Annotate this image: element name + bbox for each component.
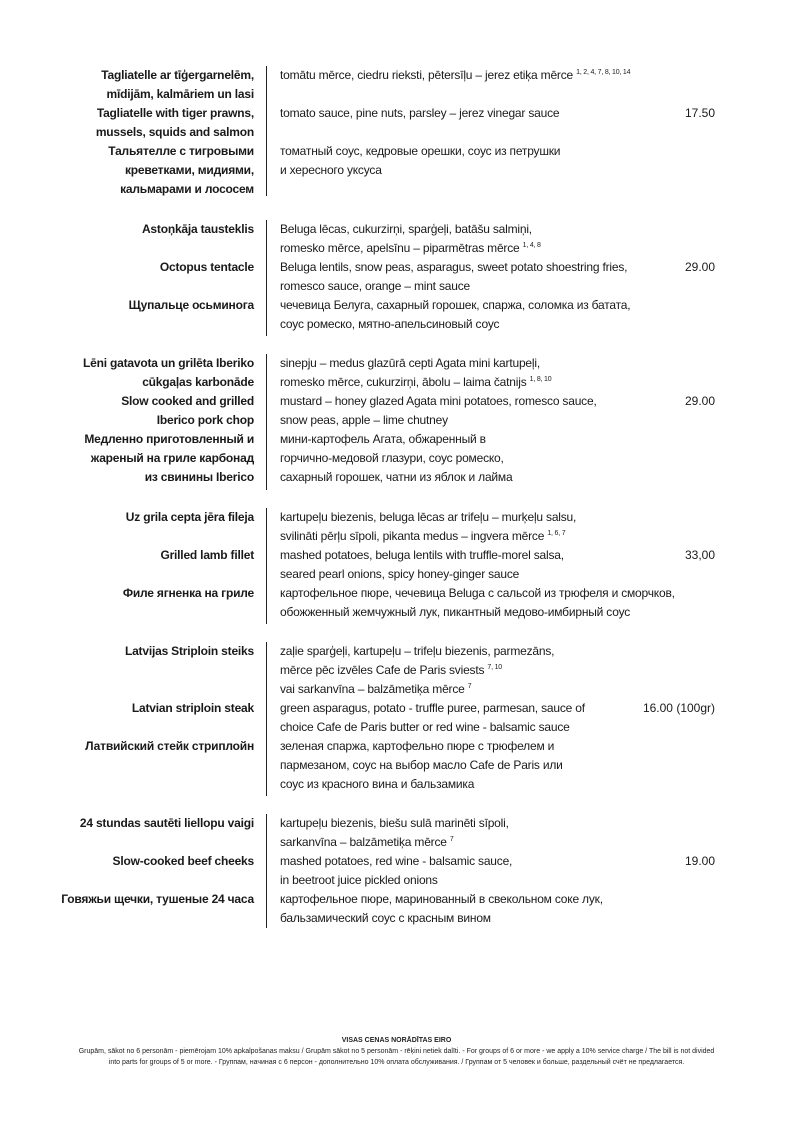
dish-description-line <box>280 871 438 890</box>
dish-name: Филе ягненка на гриле <box>122 586 254 600</box>
description-text: mērce pēc izvēles Cafe de Paris sviests <box>280 663 485 677</box>
dish-name: Grilled lamb fillet <box>160 548 254 562</box>
allergen-codes: 1, 4, 8 <box>522 242 541 249</box>
dish-name: из свинины Iberico <box>144 470 254 484</box>
description-text: romesko mērce, cukurzirņi, ābolu – laima čatnijs <box>280 375 527 389</box>
description-text: kartupeļu biezenis, biešu sulā marinēti sīpoli, <box>280 816 509 830</box>
description-text: горчично-медовой глазури, соус ромеско, <box>280 451 504 465</box>
dish-name: кальмарами и лососем <box>120 182 254 196</box>
description-text: томатный соус, кедровые орешки, соус из петрушки <box>280 144 561 158</box>
dish-price: 16.00 (100gr) <box>642 701 715 715</box>
allergen-codes: 7 <box>449 836 454 843</box>
dish-description-line <box>280 430 486 449</box>
dish-name: cūkgaļas karbonāde <box>142 375 254 389</box>
dish-name: Octopus tentacle <box>159 260 254 274</box>
currency-note: VISAS CENAS NORĀDĪTAS EIRO <box>341 1037 452 1044</box>
dish-description-line <box>280 852 512 871</box>
description-text: zaļie sparģeļi, kartupeļu – trifeļu biezenis, parmezāns, <box>280 644 555 658</box>
description-text: green asparagus, potato - truffle puree, parmesan, sauce of <box>280 701 585 715</box>
dish-name: Медленно приготовленный и <box>84 432 254 446</box>
dish-name: 24 stundas sautēti liellopu vaigi <box>79 816 254 830</box>
description-text: картофельное пюре, маринованный в свекольном соке лук, <box>280 892 603 906</box>
column-divider <box>266 508 267 624</box>
description-text: картофельное пюре, чечевица Beluga с сальсой из трюфеля и сморчков, <box>280 586 675 600</box>
dish-name: Slow-cooked beef cheeks <box>112 854 254 868</box>
column-divider <box>266 354 267 490</box>
description-text: соус ромеско, мятно-апельсиновый соус <box>280 317 500 331</box>
dish-name: Tagliatelle with tiger prawns, <box>96 106 254 120</box>
description-text: sarkanvīna – balzāmetiķa mērce <box>280 835 447 849</box>
dish-name: mussels, squids and salmon <box>95 125 254 139</box>
column-divider <box>266 66 267 196</box>
dish-description-line <box>280 546 564 565</box>
dish-name: Astoņkāja tausteklis <box>141 222 254 236</box>
column-divider <box>266 642 267 796</box>
dish-description-line <box>280 277 470 296</box>
dish-name: mīdijām, kalmāriem un lasi <box>106 87 254 101</box>
dish-name: Slow cooked and grilled <box>121 394 254 408</box>
dish-description-line <box>280 833 454 852</box>
description-text: vai sarkanvīna – balzāmetiķa mērce <box>280 682 465 696</box>
dish-description-line <box>280 373 551 392</box>
dish-description-line <box>280 411 448 430</box>
dish-name: Латвийский стейк стриплойн <box>85 739 254 753</box>
column-divider <box>266 814 267 928</box>
dish-description-line <box>280 680 471 699</box>
dish-price: 29.00 <box>684 260 715 274</box>
description-text: romesco sauce, orange – mint sauce <box>280 279 470 293</box>
description-text: мини-картофель Агата, обжаренный в <box>280 432 486 446</box>
dish-price: 19.00 <box>684 854 715 868</box>
dish-name: жареный на гриле карбонад <box>90 451 254 465</box>
description-text: mustard – honey glazed Agata mini potatoes, romesco sauce, <box>280 394 597 408</box>
dish-name: Говяжьи щечки, тушеные 24 часа <box>61 892 254 906</box>
dish-description-line <box>280 258 627 277</box>
dish-description-line <box>280 449 504 468</box>
description-text: Beluga lēcas, cukurzirņi, sparģeļi, batāšu salmiņi, <box>280 222 532 236</box>
description-text: чечевица Белуга, сахарный горошек, спаржа, соломка из батата, <box>280 298 631 312</box>
dish-description-line <box>280 565 519 584</box>
dish-description-line <box>280 527 565 546</box>
dish-description-line <box>280 239 541 258</box>
allergen-codes: 1, 2, 4, 7, 8, 10, 14 <box>576 69 631 76</box>
description-text: seared pearl onions, spicy honey-ginger sauce <box>280 567 520 581</box>
dish-name: Щупальце осьминога <box>128 298 254 312</box>
dish-description-line <box>280 392 597 411</box>
description-text: бальзамический соус с красным вином <box>280 911 491 925</box>
dish-description-line <box>280 468 512 487</box>
footer-line-1: Grupām, sākot no 6 personām - piemērojam 10% apkalpošanas maksu / Grupām sākot no 5 personām - rēķini netiek dalīti. - For groups of 6 or more - we apply a 10% service charge / The bill is not divided <box>78 1048 715 1055</box>
dish-description-line <box>280 756 563 775</box>
dish-name: креветками, мидиями, <box>124 163 254 177</box>
dish-description-line <box>280 661 502 680</box>
description-text: in beetroot juice pickled onions <box>280 873 438 887</box>
dish-description-line <box>280 890 603 909</box>
description-text: romesko mērce, apelsīnu – piparmētras mērce <box>280 241 520 255</box>
allergen-codes: 7 <box>467 683 472 690</box>
dish-description-line <box>280 104 559 123</box>
dish-description-line <box>280 220 532 239</box>
dish-description-line <box>280 699 585 718</box>
dish-description-line <box>280 66 630 85</box>
description-text: пармезаном, соус на выбор масло Cafe de Paris или <box>280 758 563 772</box>
description-text: snow peas, apple – lime chutney <box>280 413 448 427</box>
dish-description-line <box>280 775 474 794</box>
dish-description-line <box>280 296 630 315</box>
description-text: tomātu mērce, ciedru rieksti, pētersīļu – jerez etiķa mērce <box>280 68 573 82</box>
dish-name: Iberico pork chop <box>156 413 254 427</box>
dish-description-line <box>280 603 630 622</box>
description-text: и хересного уксуса <box>280 163 382 177</box>
allergen-codes: 7, 10 <box>487 664 502 671</box>
dish-price: 33,00 <box>684 548 715 562</box>
dish-description-line <box>280 718 570 737</box>
description-text: зеленая спаржа, картофельно пюре с трюфелем и <box>280 739 555 753</box>
dish-description-line <box>280 814 509 833</box>
dish-name: Uz grila cepta jēra fileja <box>125 510 254 524</box>
dish-description-line <box>280 909 491 928</box>
dish-name: Latvijas Striploin steiks <box>124 644 254 658</box>
description-text: tomato sauce, pine nuts, parsley – jerez vinegar sauce <box>280 106 560 120</box>
description-text: Beluga lentils, snow peas, asparagus, sweet potato shoestring fries, <box>280 260 628 274</box>
dish-name: Lēni gatavota un grilēta Iberiko <box>83 356 254 370</box>
dish-description-line <box>280 315 499 334</box>
description-text: соус из красного вина и бальзамика <box>280 777 475 791</box>
description-text: mashed potatoes, red wine - balsamic sauce, <box>280 854 513 868</box>
dish-price: 17.50 <box>684 106 715 120</box>
description-text: обожженный жемчужный лук, пикантный медово-имбирный соус <box>280 605 631 619</box>
dish-description-line <box>280 142 560 161</box>
dish-name: Latvian striploin steak <box>131 701 254 715</box>
dish-description-line <box>280 584 675 603</box>
footer <box>0 1035 793 1068</box>
description-text: kartupeļu biezenis, beluga lēcas ar trifeļu – murķeļu salsu, <box>280 510 577 524</box>
dish-description-line <box>280 161 382 180</box>
dish-description-line <box>280 508 576 527</box>
description-text: sinepju – medus glazūrā cepti Agata mini kartupeļi, <box>280 356 540 370</box>
description-text: svilināti pērļu sīpoli, pikanta medus – ingvera mērce <box>280 529 545 543</box>
dish-description-line <box>280 737 554 756</box>
dish-name: Tagliatelle ar tīģergarnelēm, <box>101 68 254 82</box>
description-text: choice Cafe de Paris butter or red wine - balsamic sauce <box>280 720 570 734</box>
dish-description-line <box>280 642 554 661</box>
dish-name: Тальятелле с тигровыми <box>108 144 254 158</box>
column-divider <box>266 220 267 336</box>
description-text: сахарный горошек, чатни из яблок и лайма <box>280 470 513 484</box>
footer-line-2: into parts for groups of 5 or more. - Группам, начиная с 6 персон - дополнительно 10% оплата обслуживания. / Группам от 5 человек и больше, раздельный счёт не предлагается. <box>108 1059 685 1066</box>
description-text: mashed potatoes, beluga lentils with truffle-morel salsa, <box>280 548 564 562</box>
dish-price: 29.00 <box>684 394 715 408</box>
dish-description-line <box>280 354 540 373</box>
allergen-codes: 1, 8, 10 <box>529 376 552 383</box>
allergen-codes: 1, 6, 7 <box>547 530 566 537</box>
